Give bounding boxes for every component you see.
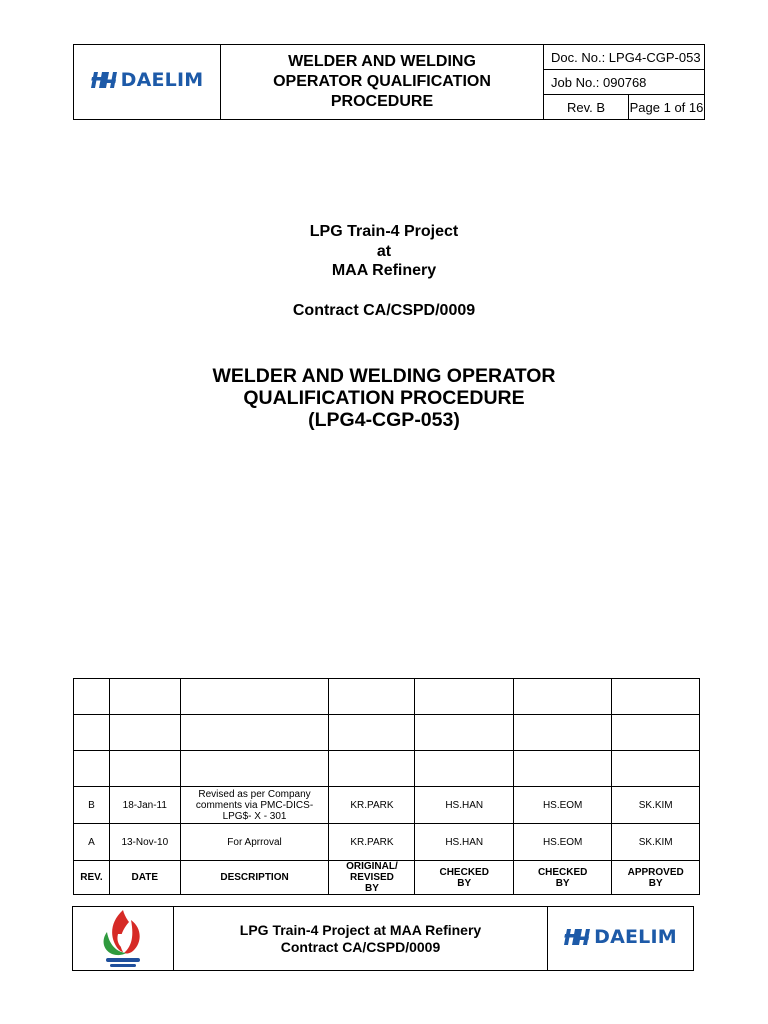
project-line: at — [376, 242, 392, 260]
approved-header: APPROVED BY — [612, 861, 700, 895]
project-line: MAA Refinery — [331, 262, 437, 279]
original-header: ORIGINAL/ REVISED BY — [329, 861, 415, 895]
job-number: Job No.: 090768 — [544, 70, 705, 95]
footer-text — [174, 907, 548, 971]
flame-logo-icon — [96, 908, 150, 970]
document-header — [73, 44, 705, 120]
revision-label: Rev. B — [544, 95, 629, 120]
approved-cell: SK.KIM — [612, 787, 700, 824]
checked-cell: HS.EOM — [513, 824, 611, 861]
checked-cell: HS.EOM — [513, 787, 611, 824]
header-title — [221, 45, 544, 120]
header-logo-cell — [74, 45, 221, 120]
document-title-line: QUALIFICATION PROCEDURE — [243, 387, 525, 409]
header-title-line: WELDER AND WELDING — [288, 53, 476, 70]
checked-cell: HS.HAN — [415, 824, 513, 861]
document-title-line: (LPG4-CGP-053) — [308, 409, 460, 431]
project-line: LPG Train-4 Project — [309, 223, 459, 240]
table-row — [74, 824, 700, 861]
header-title-line: OPERATOR QUALIFICATION — [273, 73, 491, 90]
document-footer — [72, 906, 694, 971]
daelim-logo-text: DAELIM — [120, 69, 204, 91]
document-title — [0, 365, 768, 431]
approved-cell: SK.KIM — [612, 824, 700, 861]
header-title-line: PROCEDURE — [330, 93, 434, 110]
original-cell: KR.PARK — [329, 824, 415, 861]
contract-line: Contract CA/CSPD/0009 — [292, 302, 476, 319]
table-header-row — [74, 861, 700, 895]
daelim-mark-icon — [91, 70, 118, 90]
document-title-line: WELDER AND WELDING OPERATOR — [212, 365, 556, 387]
original-cell: KR.PARK — [329, 787, 415, 824]
description-header: DESCRIPTION — [180, 861, 329, 895]
checked-cell: HS.HAN — [415, 787, 513, 824]
description-cell: Revised as per Company comments via PMC-DICS-LPG$- X - 301 — [180, 787, 329, 824]
footer-daelim-logo-cell — [548, 907, 694, 971]
footer-line: LPG Train-4 Project at MAA Refinery — [239, 921, 482, 938]
date-cell: 18-Jan-11 — [109, 787, 180, 824]
checked-header: CHECKED BY — [415, 861, 513, 895]
date-cell: 13-Nov-10 — [109, 824, 180, 861]
empty-row — [74, 679, 700, 715]
revision-table — [73, 678, 700, 895]
rev-header: REV. — [74, 861, 110, 895]
daelim-mark-icon — [564, 927, 591, 947]
footer-flame-logo-cell — [73, 907, 174, 971]
checked-header: CHECKED BY — [513, 861, 611, 895]
rev-cell: A — [74, 824, 110, 861]
doc-number: Doc. No.: LPG4-CGP-053 — [544, 45, 705, 70]
description-cell: For Aprroval — [180, 824, 329, 861]
page-number: Page 1 of 16 — [629, 95, 705, 120]
daelim-logo — [564, 926, 677, 948]
table-row — [74, 787, 700, 824]
rev-cell: B — [74, 787, 110, 824]
date-header: DATE — [109, 861, 180, 895]
daelim-logo-text: DAELIM — [594, 925, 677, 948]
project-block — [0, 222, 768, 281]
daelim-logo — [91, 69, 204, 91]
footer-line: Contract CA/CSPD/0009 — [280, 938, 441, 955]
empty-row — [74, 715, 700, 751]
empty-row — [74, 751, 700, 787]
